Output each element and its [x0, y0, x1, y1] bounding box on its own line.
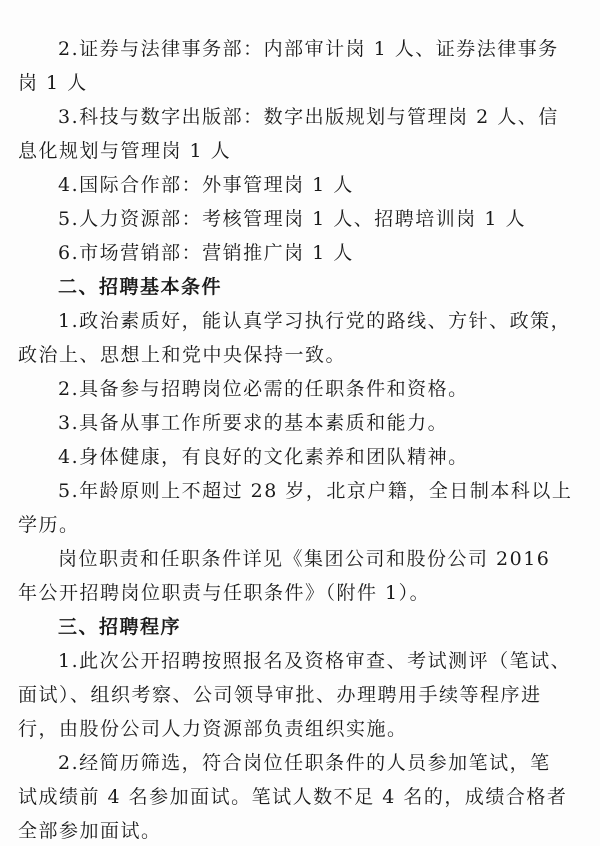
- text-line: 5.人力资源部：考核管理岗 1 人、招聘培训岗 1 人: [58, 208, 526, 230]
- text-line: 3.科技与数字出版部：数字出版规划与管理岗 2 人、信: [58, 106, 559, 128]
- text-line: 1.此次公开招聘按照报名及资格审查、考试测评（笔试、: [58, 650, 572, 672]
- text-line: 政治上、思想上和党中央保持一致。: [18, 344, 347, 366]
- text-line: 2.经简历筛选，符合岗位任职条件的人员参加笔试，笔: [58, 752, 551, 774]
- text-line: 年公开招聘岗位职责与任职条件》（附件 1）。: [18, 582, 431, 604]
- text-line: 3.具备从事工作所要求的基本素质和能力。: [58, 412, 449, 434]
- text-line: 2.具备参与招聘岗位必需的任职条件和资格。: [58, 378, 469, 400]
- text-line: 岗 1 人: [18, 72, 88, 94]
- text-line: 6.市场营销部：营销推广岗 1 人: [58, 242, 354, 264]
- text-line: 学历。: [18, 514, 80, 536]
- text-line: 4.国际合作部：外事管理岗 1 人: [58, 174, 354, 196]
- text-line: 岗位职责和任职条件详见《集团公司和股份公司 2016: [58, 548, 551, 570]
- text-line: 全部参加面试。: [18, 820, 162, 842]
- text-line: 4.身体健康，有良好的文化素养和团队精神。: [58, 446, 469, 468]
- text-line: 行，由股份公司人力资源部负责组织实施。: [18, 718, 408, 740]
- text-line: 息化规划与管理岗 1 人: [18, 140, 232, 162]
- section-heading: 三、招聘程序: [58, 616, 182, 638]
- text-line: 面试）、组织考察、公司领导审批、办理聘用手续等程序进: [18, 684, 542, 706]
- section-heading: 二、招聘基本条件: [58, 276, 223, 298]
- text-line: 1.政治素质好，能认真学习执行党的路线、方针、政策，: [58, 310, 572, 332]
- text-line: 5.年龄原则上不超过 28 岁，北京户籍，全日制本科以上: [58, 480, 573, 502]
- text-line: 2.证券与法律事务部：内部审计岗 1 人、证券法律事务: [58, 38, 559, 60]
- text-line: 试成绩前 4 名参加面试。笔试人数不足 4 名的，成绩合格者: [18, 786, 568, 808]
